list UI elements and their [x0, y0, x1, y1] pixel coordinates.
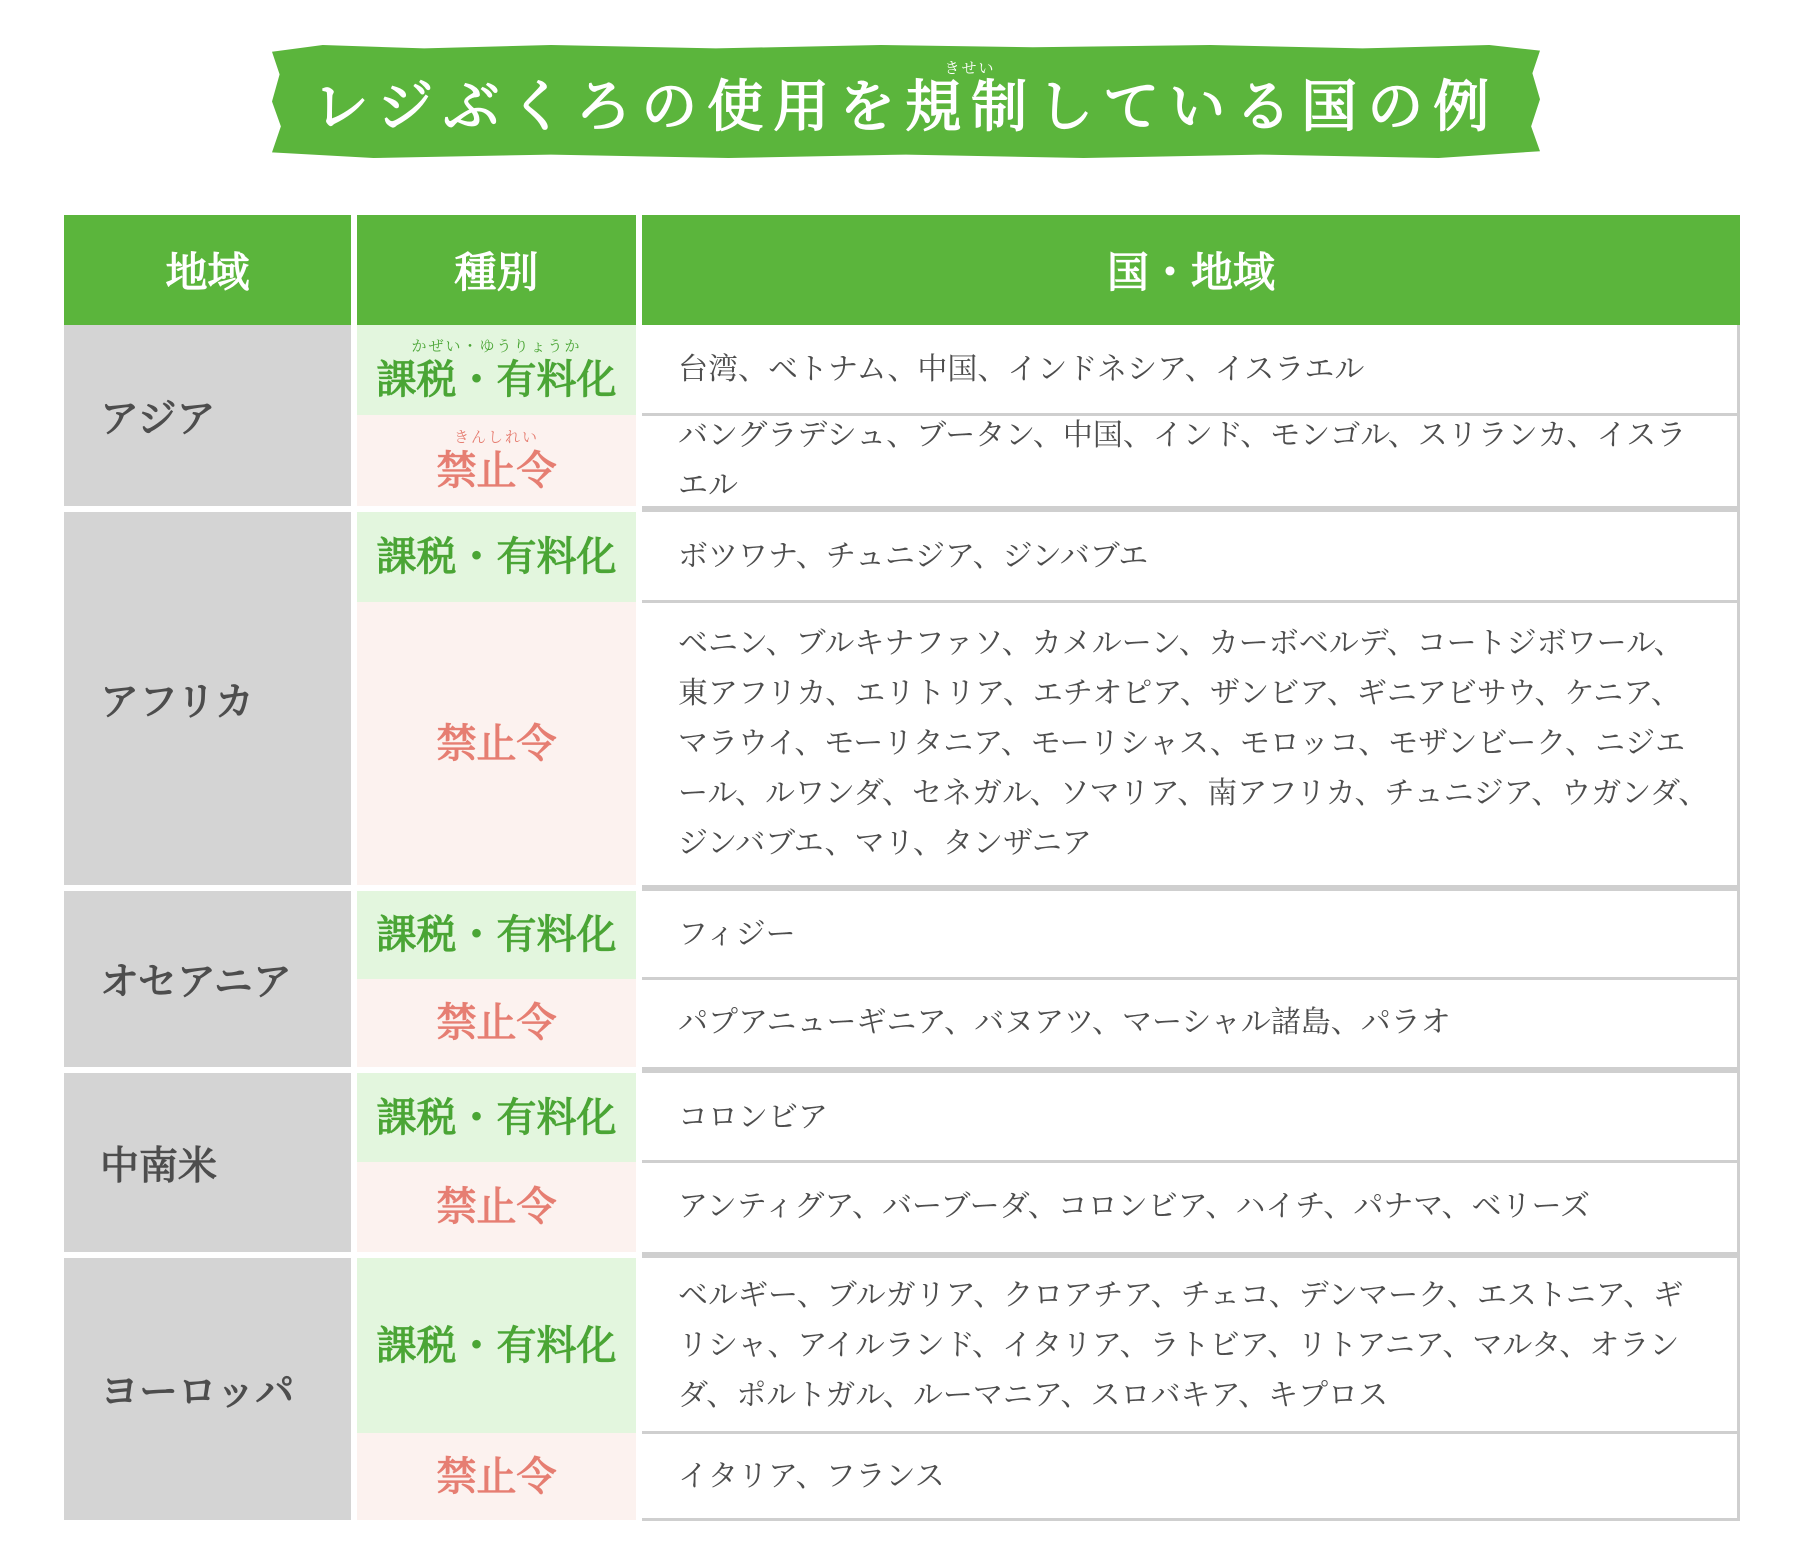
countries-latin-america-tax: コロンビア — [642, 1073, 1740, 1162]
page-title: レジぶくろの使用を規制している国の例 — [312, 75, 1500, 140]
row-divider — [642, 600, 1740, 603]
type-ban-latin-america — [357, 1162, 636, 1252]
type-ban-label: 禁止令 — [436, 720, 557, 767]
region-latin-america: 中南米 — [64, 1073, 351, 1252]
row-divider — [642, 1252, 1740, 1258]
type-tax-label: 課税・有料化 — [376, 912, 617, 958]
table-bottom-border — [642, 1518, 1740, 1521]
type-tax-ruby: かぜい・ゆうりょうか — [411, 337, 582, 355]
countries-oceania-tax: フィジー — [642, 891, 1740, 979]
type-tax-label: 課税・有料化 — [376, 1094, 617, 1141]
countries-africa-tax: ボツワナ、チュニジア、ジンバブエ — [642, 512, 1740, 602]
countries-africa-ban: ベニン、ブルキナファソ、カメルーン、カーボベルデ、コートジボワール、東アフリカ、エリトリア、エチオピア、ザンビア、ギニアビサウ、ケニア、マラウイ、モーリタニア、モーリシャス、モロッコ、モザンビーク、ニジエール、ルワンダ、セネガル、ソマリア、南アフリカ、チュニジア、ウガンダ、ジンバブエ、マリ、タンザニア — [642, 602, 1740, 885]
region-asia: アジア — [64, 325, 351, 506]
region-europe: ヨーロッパ — [64, 1258, 351, 1520]
header-region: 地域 — [64, 215, 351, 325]
type-tax-label: 課税・有料化 — [376, 534, 617, 580]
title-ruby: きせい — [944, 59, 996, 77]
type-tax-europe — [357, 1258, 636, 1433]
row-divider — [642, 1431, 1740, 1434]
type-ban-label: 禁止令 — [436, 1000, 557, 1046]
type-tax-asia — [357, 325, 636, 415]
table-right-border — [1737, 325, 1740, 1521]
countries-europe-ban: イタリア、フランス — [642, 1433, 1740, 1520]
header-type: 種別 — [357, 215, 636, 325]
type-ban-label: 禁止令 — [436, 1184, 557, 1230]
type-ban-label: 禁止令 — [436, 1453, 557, 1500]
header-countries: 国・地域 — [642, 215, 1740, 325]
region-africa: アフリカ — [64, 512, 351, 885]
row-divider — [642, 413, 1740, 416]
row-divider — [642, 977, 1740, 980]
countries-latin-america-ban: アンティグア、バーブーダ、コロンビア、ハイチ、パナマ、ベリーズ — [642, 1162, 1740, 1252]
row-divider — [642, 1067, 1740, 1073]
countries-asia-tax: 台湾、ベトナム、中国、インドネシア、イスラエル — [642, 325, 1740, 415]
type-tax-latin-america — [357, 1073, 636, 1162]
type-tax-label: 課税・有料化 — [376, 357, 617, 403]
type-tax-oceania — [357, 891, 636, 979]
row-divider — [642, 885, 1740, 891]
countries-oceania-ban: パプアニューギニア、バヌアツ、マーシャル諸島、パラオ — [642, 979, 1740, 1067]
countries-asia-ban: バングラデシュ、ブータン、中国、インド、モンゴル、スリランカ、イスラエル — [642, 415, 1740, 506]
type-tax-africa — [357, 512, 636, 602]
type-ban-oceania — [357, 979, 636, 1067]
type-ban-ruby: きんしれい — [453, 427, 539, 446]
type-ban-asia — [357, 415, 636, 506]
type-ban-africa — [357, 602, 636, 885]
region-oceania: オセアニア — [64, 891, 351, 1067]
row-divider — [642, 1160, 1740, 1163]
row-divider — [642, 506, 1740, 512]
countries-europe-tax: ベルギー、ブルガリア、クロアチア、チェコ、デンマーク、エストニア、ギリシャ、アイルランド、イタリア、ラトビア、リトアニア、マルタ、オランダ、ポルトガル、ルーマニア、スロバキア、キプロス — [642, 1258, 1740, 1433]
type-ban-label: 禁止令 — [436, 447, 557, 494]
type-tax-label: 課税・有料化 — [376, 1322, 617, 1369]
type-ban-europe — [357, 1433, 636, 1520]
